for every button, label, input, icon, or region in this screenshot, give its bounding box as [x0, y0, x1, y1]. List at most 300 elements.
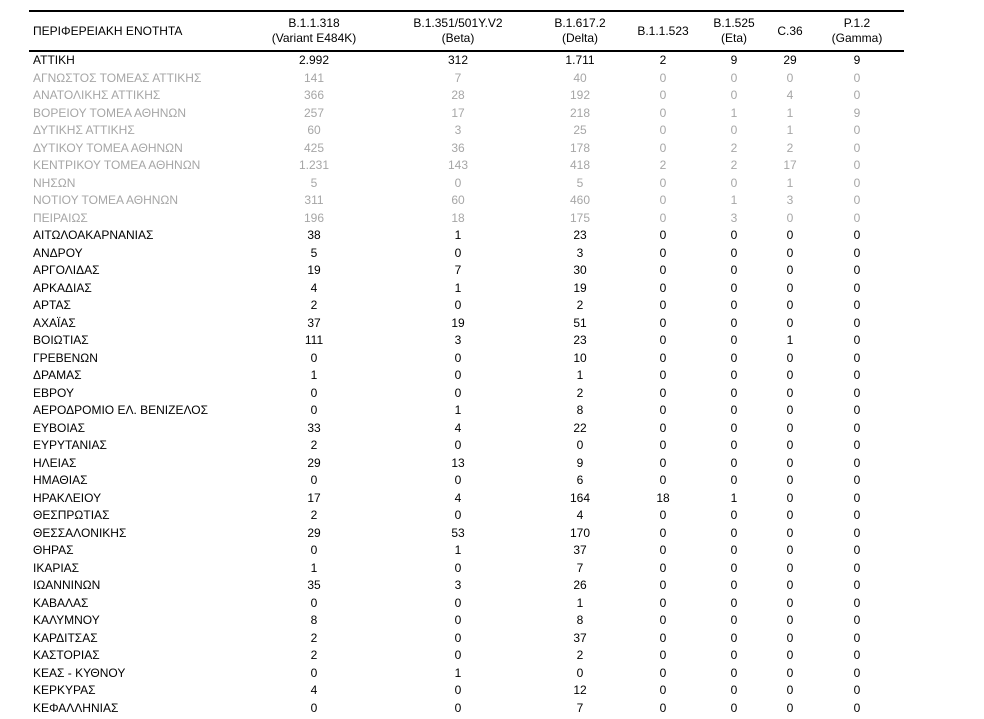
cell-value: 26 [573, 578, 587, 592]
cell-value: 17 [307, 490, 321, 505]
cell-value: 0 [853, 298, 861, 312]
cell-value: 0 [786, 70, 794, 85]
cell-value: 0 [730, 473, 738, 487]
cell-value: 13 [451, 455, 465, 470]
header-column-2 [535, 12, 625, 50]
cell-value: 1 [730, 105, 738, 120]
cell-value: 1 [786, 175, 794, 190]
cell-value: 0 [659, 385, 667, 400]
table-row [29, 122, 904, 140]
cell-value: 0 [853, 543, 861, 557]
header-column-1 [393, 12, 523, 50]
table-row [29, 297, 904, 315]
cell-value: 1 [576, 368, 584, 382]
cell-value: 2 [730, 140, 738, 155]
table-row [29, 262, 904, 280]
table-row [29, 402, 904, 420]
cell-value: 0 [730, 630, 738, 645]
cell-value: 18 [451, 210, 465, 225]
region-name: ΑΡΚΑΔΙΑΣ [33, 280, 92, 295]
cell-value: 2 [786, 140, 794, 155]
cell-value: 0 [730, 368, 738, 382]
cell-value: 0 [730, 228, 738, 242]
cell-value: 0 [730, 613, 738, 627]
table-row [29, 437, 904, 455]
region-name: ΚΕΑΣ - ΚΥΘΝΟΥ [33, 665, 126, 680]
cell-value: 10 [573, 350, 587, 365]
cell-value: 0 [853, 228, 861, 242]
region-name: ΝΟΤΙΟΥ ΤΟΜΕΑ ΑΘΗΝΩΝ [33, 193, 179, 207]
cell-value: 0 [786, 280, 794, 295]
region-name: ΝΗΣΩΝ [33, 175, 76, 190]
cell-value: 2 [576, 298, 584, 312]
cell-value: 12 [573, 683, 587, 697]
cell-value: 0 [853, 385, 861, 400]
region-name: ΙΩΑΝΝΙΝΩΝ [33, 578, 101, 592]
cell-value: 0 [454, 595, 462, 610]
cell-value: 0 [853, 280, 861, 295]
cell-value: 1.711 [565, 53, 595, 67]
cell-value: 29 [783, 53, 797, 67]
cell-value: 366 [303, 88, 325, 102]
cell-value: 0 [786, 560, 794, 575]
cell-value: 0 [786, 665, 794, 680]
cell-value: 0 [659, 630, 667, 645]
cell-value: 0 [454, 473, 462, 487]
cell-value: 5 [310, 245, 318, 260]
table-row [29, 647, 904, 665]
cell-value: 1 [310, 368, 318, 382]
cell-value: 0 [659, 578, 667, 592]
cell-value: 0 [786, 210, 794, 225]
cell-value: 311 [304, 193, 324, 207]
cell-value: 1 [454, 228, 462, 242]
cell-value: 0 [730, 88, 738, 102]
region-name: ΔΥΤΙΚΗΣ ΑΤΤΙΚΗΣ [33, 123, 135, 137]
region-name: ΓΡΕΒΕΝΩΝ [33, 350, 98, 365]
cell-value: 37 [573, 630, 587, 645]
cell-value: 0 [730, 333, 738, 347]
region-name: ΘΕΣΣΑΛΟΝΙΚΗΣ [33, 525, 127, 540]
table-row [29, 157, 904, 175]
region-name: ΑΡΓΟΛΙΔΑΣ [33, 263, 100, 277]
cell-value: 5 [310, 175, 318, 190]
cell-value: 53 [451, 525, 465, 540]
cell-value: 0 [454, 560, 462, 575]
table-row [29, 280, 904, 298]
cell-value: 0 [659, 70, 667, 85]
cell-value: 7 [576, 700, 584, 715]
region-name: ΔΡΑΜΑΣ [33, 368, 82, 382]
cell-value: 0 [853, 595, 861, 610]
cell-value: 51 [573, 315, 587, 330]
header-column-line1: B.1.351/501Y.V2 [413, 16, 503, 30]
cell-value: 1 [786, 123, 794, 137]
region-name: ΘΗΡΑΣ [33, 543, 74, 557]
cell-value: 6 [576, 473, 584, 487]
region-name: ΘΕΣΠΡΩΤΙΑΣ [33, 508, 110, 522]
cell-value: 0 [310, 543, 318, 557]
cell-value: 19 [307, 263, 321, 277]
cell-value: 0 [853, 683, 861, 697]
cell-value: 3 [786, 193, 794, 207]
cell-value: 7 [576, 560, 584, 575]
table-body [29, 52, 904, 717]
region-name: ΑΕΡΟΔΡΟΜΙΟ ΕΛ. ΒΕΝΙΖΕΛΟΣ [33, 403, 208, 417]
cell-value: 0 [853, 560, 861, 575]
cell-value: 0 [786, 228, 794, 242]
cell-value: 0 [454, 630, 462, 645]
cell-value: 0 [730, 123, 738, 137]
cell-value: 0 [454, 613, 462, 627]
cell-value: 0 [454, 385, 462, 400]
cell-value: 60 [451, 193, 465, 207]
cell-value: 0 [659, 543, 667, 557]
region-name: ΔΥΤΙΚΟΥ ΤΟΜΕΑ ΑΘΗΝΩΝ [33, 140, 183, 155]
cell-value: 0 [659, 175, 667, 190]
table-row [29, 700, 904, 718]
cell-value: 0 [454, 648, 462, 662]
region-name: ΙΚΑΡΙΑΣ [33, 560, 80, 575]
cell-value: 257 [303, 105, 325, 120]
cell-value: 25 [573, 123, 587, 137]
region-name: ΗΡΑΚΛΕΙΟΥ [33, 490, 102, 505]
cell-value: 0 [730, 298, 738, 312]
cell-value: 0 [853, 140, 861, 155]
cell-value: 2 [576, 648, 584, 662]
cell-value: 0 [853, 368, 861, 382]
header-column-3 [628, 12, 698, 50]
variants-table [29, 10, 904, 717]
header-column-5 [765, 12, 815, 50]
cell-value: 0 [659, 368, 667, 382]
cell-value: 0 [659, 210, 667, 225]
cell-value: 0 [853, 613, 861, 627]
cell-value: 0 [659, 105, 667, 120]
table-row [29, 70, 904, 88]
header-column-0 [254, 12, 374, 50]
table-row [29, 105, 904, 123]
cell-value: 1 [786, 333, 794, 347]
cell-value: 5 [576, 175, 584, 190]
cell-value: 4 [786, 88, 794, 102]
region-name: ΗΛΕΙΑΣ [33, 455, 77, 470]
cell-value: 0 [310, 700, 318, 715]
cell-value: 2 [659, 53, 667, 67]
cell-value: 0 [786, 245, 794, 260]
region-name: ΑΡΤΑΣ [33, 298, 71, 312]
table-row [29, 577, 904, 595]
cell-value: 1 [730, 490, 738, 505]
cell-value: 0 [730, 648, 738, 662]
cell-value: 3 [454, 123, 462, 137]
cell-value: 178 [569, 140, 591, 155]
cell-value: 0 [659, 473, 667, 487]
cell-value: 425 [303, 140, 325, 155]
cell-value: 0 [853, 245, 861, 260]
cell-value: 0 [853, 630, 861, 645]
cell-value: 0 [853, 158, 861, 172]
cell-value: 38 [307, 228, 321, 242]
region-name: ΚΕΦΑΛΛΗΝΙΑΣ [33, 700, 119, 715]
cell-value: 29 [307, 525, 321, 540]
region-name: ΕΥΡΥΤΑΝΙΑΣ [33, 438, 107, 452]
cell-value: 0 [454, 245, 462, 260]
table-row [29, 140, 904, 158]
cell-value: 1 [310, 560, 318, 575]
region-name: ΚΑΣΤΟΡΙΑΣ [33, 648, 100, 662]
cell-value: 111 [304, 333, 324, 347]
cell-value: 29 [307, 455, 321, 470]
cell-value: 0 [454, 508, 462, 522]
cell-value: 0 [659, 525, 667, 540]
cell-value: 2 [310, 648, 318, 662]
cell-value: 0 [786, 263, 794, 277]
cell-value: 0 [786, 648, 794, 662]
cell-value: 0 [659, 455, 667, 470]
cell-value: 1 [730, 193, 738, 207]
cell-value: 0 [730, 543, 738, 557]
cell-value: 0 [853, 350, 861, 365]
cell-value: 0 [659, 648, 667, 662]
table-row [29, 665, 904, 683]
cell-value: 0 [659, 123, 667, 137]
cell-value: 0 [853, 508, 861, 522]
cell-value: 0 [659, 140, 667, 155]
cell-value: 0 [730, 508, 738, 522]
header-column-line2: (Delta) [561, 31, 598, 45]
cell-value: 0 [730, 315, 738, 330]
cell-value: 35 [307, 578, 321, 592]
cell-value: 0 [659, 403, 667, 417]
cell-value: 0 [310, 403, 318, 417]
cell-value: 0 [730, 175, 738, 190]
cell-value: 0 [853, 123, 861, 137]
cell-value: 0 [659, 613, 667, 627]
cell-value: 0 [786, 473, 794, 487]
cell-value: 0 [786, 350, 794, 365]
cell-value: 7 [454, 263, 462, 277]
cell-value: 0 [786, 595, 794, 610]
cell-value: 0 [730, 280, 738, 295]
cell-value: 19 [573, 280, 587, 295]
cell-value: 19 [451, 315, 465, 330]
cell-value: 0 [853, 403, 861, 417]
table-row [29, 227, 904, 245]
region-name: ΑΓΝΩΣΤΟΣ ΤΟΜΕΑΣ ΑΤΤΙΚΗΣ [33, 70, 202, 85]
cell-value: 0 [730, 420, 738, 435]
cell-value: 0 [730, 438, 738, 452]
cell-value: 2 [576, 385, 584, 400]
table-row [29, 455, 904, 473]
cell-value: 0 [659, 350, 667, 365]
cell-value: 17 [783, 158, 797, 172]
cell-value: 40 [573, 70, 587, 85]
table-row [29, 560, 904, 578]
cell-value: 0 [730, 683, 738, 697]
cell-value: 0 [730, 700, 738, 715]
cell-value: 0 [659, 560, 667, 575]
cell-value: 0 [659, 683, 667, 697]
cell-value: 0 [730, 350, 738, 365]
header-column-line1: C.36 [777, 23, 803, 38]
header-column-line1: B.1.1.318 [288, 16, 340, 30]
cell-value: 4 [310, 280, 318, 295]
cell-value: 23 [573, 228, 587, 242]
region-name: ΕΒΡΟΥ [33, 385, 74, 400]
cell-value: 4 [454, 490, 462, 505]
cell-value: 0 [659, 298, 667, 312]
cell-value: 7 [454, 70, 462, 85]
cell-value: 1 [786, 105, 794, 120]
region-name: ΚΑΡΔΙΤΣΑΣ [33, 630, 98, 645]
cell-value: 4 [576, 508, 584, 522]
cell-value: 0 [786, 385, 794, 400]
header-column-line1: B.1.1.523 [637, 23, 689, 38]
cell-value: 0 [786, 630, 794, 645]
cell-value: 312 [447, 53, 469, 67]
cell-value: 1 [576, 595, 584, 610]
table-row [29, 245, 904, 263]
table-row [29, 192, 904, 210]
cell-value: 3 [730, 210, 738, 225]
cell-value: 418 [569, 158, 591, 172]
cell-value: 1 [454, 665, 462, 680]
cell-value: 3 [454, 333, 462, 347]
cell-value: 0 [786, 700, 794, 715]
cell-value: 164 [569, 490, 591, 505]
cell-value: 0 [786, 508, 794, 522]
region-name: ΑΝΑΤΟΛΙΚΗΣ ΑΤΤΙΚΗΣ [33, 88, 161, 102]
cell-value: 0 [786, 683, 794, 697]
cell-value: 0 [659, 333, 667, 347]
header-column-4 [704, 12, 764, 50]
table-row [29, 420, 904, 438]
cell-value: 0 [730, 245, 738, 260]
cell-value: 0 [786, 543, 794, 557]
header-region [33, 12, 182, 50]
cell-value: 2 [659, 158, 667, 172]
header-column-line1: B.1.525 [713, 16, 755, 30]
cell-value: 1 [454, 280, 462, 295]
cell-value: 4 [454, 420, 462, 435]
cell-value: 0 [310, 385, 318, 400]
cell-value: 0 [730, 595, 738, 610]
cell-value: 0 [310, 595, 318, 610]
region-name: ΑΤΤΙΚΗ [33, 53, 75, 67]
region-name: ΑΙΤΩΛΟΑΚΑΡΝΑΝΙΑΣ [33, 228, 154, 242]
cell-value: 0 [659, 315, 667, 330]
cell-value: 0 [853, 525, 861, 540]
cell-value: 0 [853, 333, 861, 347]
cell-value: 0 [786, 613, 794, 627]
cell-value: 0 [786, 525, 794, 540]
cell-value: 0 [659, 263, 667, 277]
header-column-line2: (Eta) [720, 31, 747, 45]
cell-value: 23 [573, 333, 587, 347]
cell-value: 0 [853, 193, 861, 207]
table-row [29, 612, 904, 630]
cell-value: 60 [307, 123, 321, 137]
cell-value: 0 [659, 665, 667, 680]
cell-value: 2 [310, 298, 318, 312]
header-column-line2: (Variant E484K) [271, 31, 357, 45]
table-row [29, 87, 904, 105]
table-row [29, 52, 904, 70]
cell-value: 0 [853, 648, 861, 662]
cell-value: 0 [853, 490, 861, 505]
cell-value: 0 [786, 368, 794, 382]
cell-value: 0 [310, 665, 318, 680]
table-row [29, 210, 904, 228]
region-name: ΠΕΙΡΑΙΩΣ [33, 210, 88, 225]
table-row [29, 315, 904, 333]
region-name: ΑΝΔΡΟΥ [33, 245, 83, 260]
cell-value: 143 [447, 158, 469, 172]
cell-value: 0 [659, 508, 667, 522]
cell-value: 196 [303, 210, 325, 225]
table-row [29, 175, 904, 193]
cell-value: 0 [730, 385, 738, 400]
cell-value: 0 [853, 88, 861, 102]
cell-value: 0 [853, 70, 861, 85]
cell-value: 0 [853, 210, 861, 225]
header-column-line2: (Beta) [441, 31, 475, 45]
cell-value: 2 [310, 508, 318, 522]
cell-value: 1.231 [298, 158, 330, 172]
region-name: ΚΕΝΤΡΙΚΟΥ ΤΟΜΕΑ ΑΘΗΝΩΝ [33, 158, 201, 172]
cell-value: 2 [310, 438, 318, 452]
cell-value: 0 [786, 578, 794, 592]
cell-value: 0 [853, 455, 861, 470]
cell-value: 3 [454, 578, 462, 592]
cell-value: 0 [454, 368, 462, 382]
cell-value: 0 [786, 490, 794, 505]
header-column-6 [822, 12, 892, 50]
cell-value: 0 [853, 175, 861, 190]
cell-value: 0 [786, 438, 794, 452]
cell-value: 141 [303, 70, 325, 85]
cell-value: 0 [576, 438, 584, 452]
cell-value: 0 [730, 665, 738, 680]
cell-value: 0 [454, 438, 462, 452]
cell-value: 0 [853, 438, 861, 452]
cell-value: 0 [659, 700, 667, 715]
cell-value: 0 [454, 683, 462, 697]
region-name: ΑΧΑΪΑΣ [33, 315, 76, 330]
cell-value: 1 [454, 543, 462, 557]
region-name: ΒΟΙΩΤΙΑΣ [33, 333, 89, 347]
cell-value: 0 [659, 193, 667, 207]
cell-value: 0 [853, 700, 861, 715]
cell-value: 0 [730, 70, 738, 85]
cell-value: 175 [569, 210, 591, 225]
cell-value: 22 [573, 420, 587, 435]
cell-value: 0 [659, 88, 667, 102]
cell-value: 17 [451, 105, 465, 120]
cell-value: 36 [451, 140, 465, 155]
cell-value: 0 [730, 403, 738, 417]
cell-value: 9 [576, 455, 584, 470]
cell-value: 0 [786, 403, 794, 417]
cell-value: 170 [569, 525, 591, 540]
cell-value: 0 [786, 455, 794, 470]
cell-value: 0 [853, 420, 861, 435]
table-header [29, 10, 904, 52]
cell-value: 33 [307, 420, 321, 435]
cell-value: 30 [573, 263, 587, 277]
table-row [29, 490, 904, 508]
